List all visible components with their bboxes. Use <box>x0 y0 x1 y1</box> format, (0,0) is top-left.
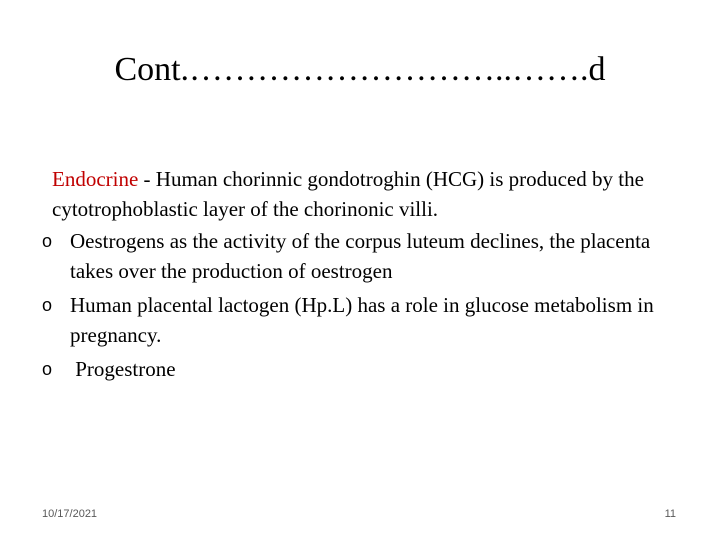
footer-date: 10/17/2021 <box>42 508 98 520</box>
intro-paragraph <box>36 164 676 224</box>
bullet-text: Human placental lactogen (Hp.L) has a role in glucose metabolism in pregnancy. <box>70 293 654 347</box>
bullet-list <box>36 226 676 384</box>
slide-body <box>36 164 676 388</box>
intro-rest: - Human chorinnic gondotroghin (HCG) is produced by the cytotrophoblastic layer of the chorinonic villi. <box>52 167 644 221</box>
page-number: 11 <box>664 508 676 520</box>
slide-title: Cont.………………………..…….d <box>114 51 606 88</box>
bullet-marker: o <box>42 359 53 379</box>
bullet-marker: o <box>42 231 53 251</box>
list-item <box>36 290 676 350</box>
bullet-text: Progestrone <box>70 357 176 381</box>
list-item <box>36 354 676 384</box>
bullet-marker: o <box>42 295 53 315</box>
intro-lead: Endocrine <box>52 167 139 191</box>
bullet-text: Oestrogens as the activity of the corpus luteum declines, the placenta takes over the production of oestrogen <box>70 229 651 283</box>
list-item <box>36 226 676 286</box>
